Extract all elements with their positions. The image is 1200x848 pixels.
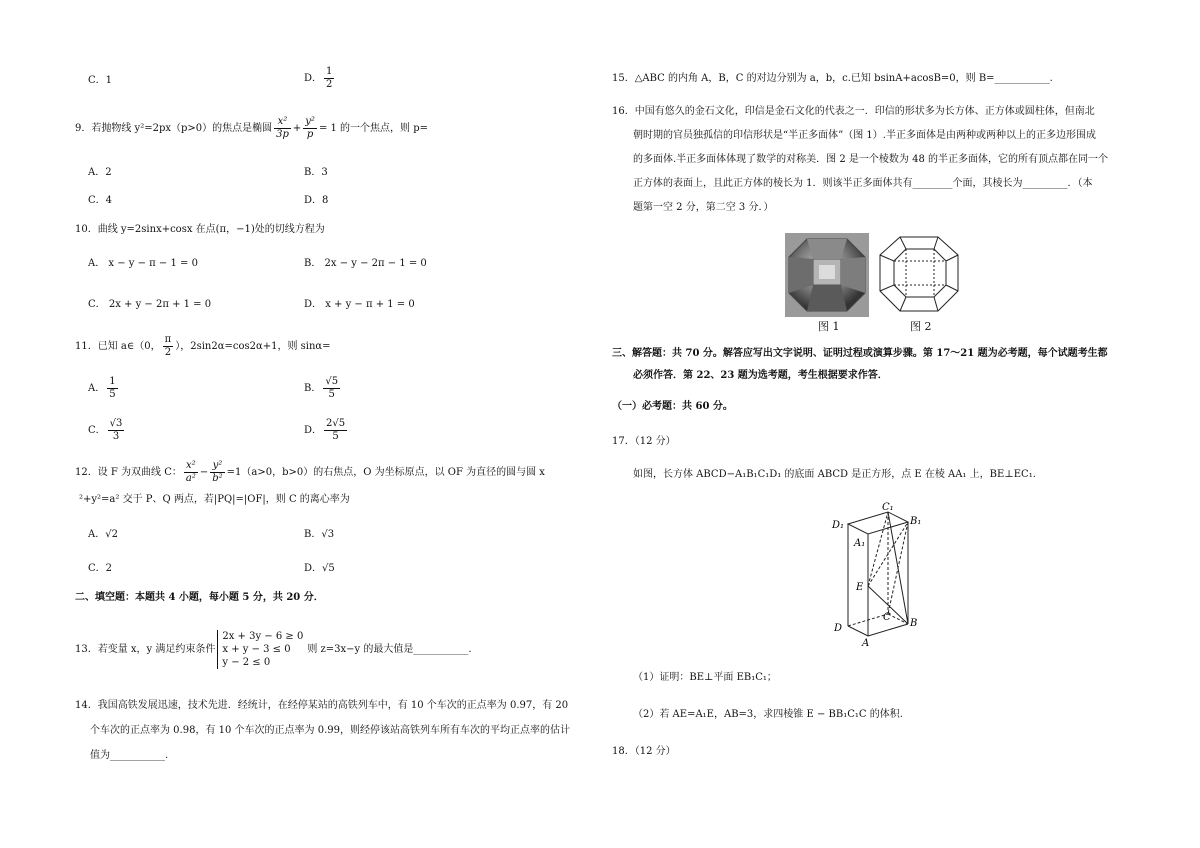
fraction: $\frac{1}{5}$	[109, 376, 116, 400]
question-10: 10．曲线 y=2sinx+cosx 在点(π，−1)处的切线方程为	[75, 224, 325, 235]
question-14-line3: 值为___________.	[90, 750, 169, 761]
question-17-heading: 17．（12 分）	[612, 436, 676, 447]
q12-option-a: A．√2	[88, 529, 118, 540]
question-18-heading: 18．（12 分）	[612, 746, 676, 757]
fraction: $\frac{2√5}{5}$	[326, 418, 346, 442]
question-13: 13．若变量 x，y 满足约束条件2x + 3y − 6 ≥ 0 x + y − 3 ≤ 0 y − 2 ≤ 0则 z=3x−y 的最大值是___________.	[75, 631, 472, 668]
question-14-line2: 个车次的正点率为 0.98，有 10 个车次的正点率为 0.99，则经停该站高铁列车所有车次的平均正点率的估计	[90, 725, 570, 736]
fraction: $\frac{\text{x²}}{3p}$	[276, 116, 289, 140]
question-16-line5: 题第一空 2 分，第二空 3 分．）	[633, 202, 774, 213]
vertex-label-a: A	[862, 638, 870, 649]
rectangular-prism-figure	[828, 500, 928, 650]
question-17-part-1: （1）证明：BE⊥平面 EB₁C₁；	[633, 672, 777, 683]
question-15: 15．△ABC 的内角 A，B，C 的对边分别为 a，b，c.已知 bsinA+acosB=0，则 B=___________.	[612, 73, 1053, 84]
seal-photo-figure	[785, 233, 869, 317]
q9-option-d: D．8	[304, 195, 329, 206]
q11-option-d: D． $\frac{2√5}{5}$	[304, 418, 346, 442]
vertex-label-c: C	[883, 612, 891, 623]
fraction: $\frac{\text{y²}}{p}$	[305, 116, 315, 140]
q12-option-b: B．√3	[304, 529, 335, 540]
question-12: 12．设 F 为双曲线 C： $\frac{\text{x²}}{\text{a²}}$ − $\frac{\text{y²}}{\text{b²}}$ =1（a>0，b>0）的右焦点，O 为坐标原点，以 OF 为直径的圆与圆 x	[75, 460, 545, 484]
question-14-line1: 14．我国高铁发展迅速，技术先进．经统计，在经停某站的高铁列车中，有 10 个车次的正点率为 0.97，有 20	[75, 700, 569, 711]
fraction: $\frac{√5}{5}$	[325, 376, 339, 400]
q10-option-a: A． x − y − π − 1 = 0	[88, 258, 198, 269]
constraint-system: 2x + 3y − 6 ≥ 0 x + y − 3 ≤ 0 y − 2 ≤ 0	[217, 630, 303, 669]
q11-option-c: C． $\frac{√3}{3}$	[88, 418, 123, 442]
q11-option-a: A． $\frac{1}{5}$	[88, 376, 116, 400]
vertex-label-d: D	[834, 623, 843, 634]
fraction: $\frac{\text{y²}}{\text{b²}}$	[212, 460, 223, 484]
section-3-heading-line2: 必须作答．第 22、23 题为选考题，考生根据要求作答．	[633, 370, 888, 381]
q10-option-c: C． 2x + y − 2π + 1 = 0	[88, 299, 212, 310]
q12-option-d: D．√5	[304, 563, 335, 574]
vertex-label-b1: B₁	[910, 516, 922, 527]
vertex-label-a1: A₁	[854, 538, 866, 549]
question-16-line2: 朝时期的官员独孤信的印信形状是“半正多面体”（图 1）.半正多面体是由两种或两种以上的正多边形围成	[633, 130, 1096, 141]
q9-option-b: B．3	[304, 167, 328, 178]
required-subsection-heading: （一）必考题：共 60 分。	[612, 401, 733, 412]
figure-1-caption: 图 1	[818, 320, 840, 333]
q9-option-a: A．2	[88, 167, 112, 178]
polyhedron-figure	[876, 233, 962, 317]
fraction: $\frac{\pi}{2}$	[164, 334, 172, 358]
q10-option-b: B． 2x − y − 2π − 1 = 0	[304, 258, 427, 269]
vertex-label-c1: C₁	[882, 502, 894, 513]
q12-option-c: C．2	[88, 563, 113, 574]
question-16-line4: 正方体的表面上，且此正方体的棱长为 1．则该半正多面体共有________个面，其棱长为_________．（本	[633, 178, 1093, 189]
q9-option-c: C．4	[88, 195, 113, 206]
vertex-label-b: B	[910, 618, 918, 629]
fraction: $\frac{\text{x²}}{\text{a²}}$	[185, 460, 196, 484]
question-12-line2: ²+y²=a² 交于 P、Q 两点，若|PQ|=|OF|，则 C 的离心率为	[79, 494, 350, 505]
section-2-heading: 二、填空题：本题共 4 小题，每小题 5 分，共 20 分．	[75, 592, 324, 603]
question-17-stem: 如图，长方体 ABCD−A₁B₁C₁D₁ 的底面 ABCD 是正方形，点 E 在棱 AA₁ 上，BE⊥EC₁.	[633, 469, 1036, 480]
figure-2-caption: 图 2	[910, 320, 932, 333]
fraction: $\frac{1}{2}$	[326, 66, 333, 90]
question-9: 9．若抛物线 y²=2px（p>0）的焦点是椭圆 $\frac{\text{x²}}{3p}$ + $\frac{\text{y²}}{p}$ = 1 的一个焦点，则 p=	[75, 116, 429, 140]
section-3-heading-line1: 三、解答题：共 70 分。解答应写出文字说明、证明过程或演算步骤。第 17～21 题为必考题，每个试题考生都	[612, 348, 1108, 359]
q8-option-c: C．1	[88, 75, 113, 86]
q8-option-d: D． $\frac{1}{2}$	[304, 66, 333, 90]
question-11: 11．已知 a∈（0， $\frac{\pi}{2}$ ），2sin2α=cos2α+1，则 sinα=	[75, 334, 331, 358]
question-17-part-2: （2）若 AE=A₁E，AB=3，求四棱锥 E − BB₁C₁C 的体积.	[633, 709, 903, 720]
fraction: $\frac{√3}{3}$	[109, 418, 123, 442]
vertex-label-e: E	[856, 582, 864, 593]
q11-option-b: B． $\frac{√5}{5}$	[304, 376, 339, 400]
question-16-line1: 16．中国有悠久的金石文化，印信是金石文化的代表之一．印信的形状多为长方体、正方体或圆柱体，但南北	[612, 106, 1095, 117]
vertex-label-d1: D₁	[832, 520, 845, 531]
question-16-line3: 的多面体.半正多面体体现了数学的对称美．图 2 是一个棱数为 48 的半正多面体，它的所有顶点都在同一个	[633, 154, 1108, 165]
q10-option-d: D． x + y − π + 1 = 0	[304, 299, 415, 310]
